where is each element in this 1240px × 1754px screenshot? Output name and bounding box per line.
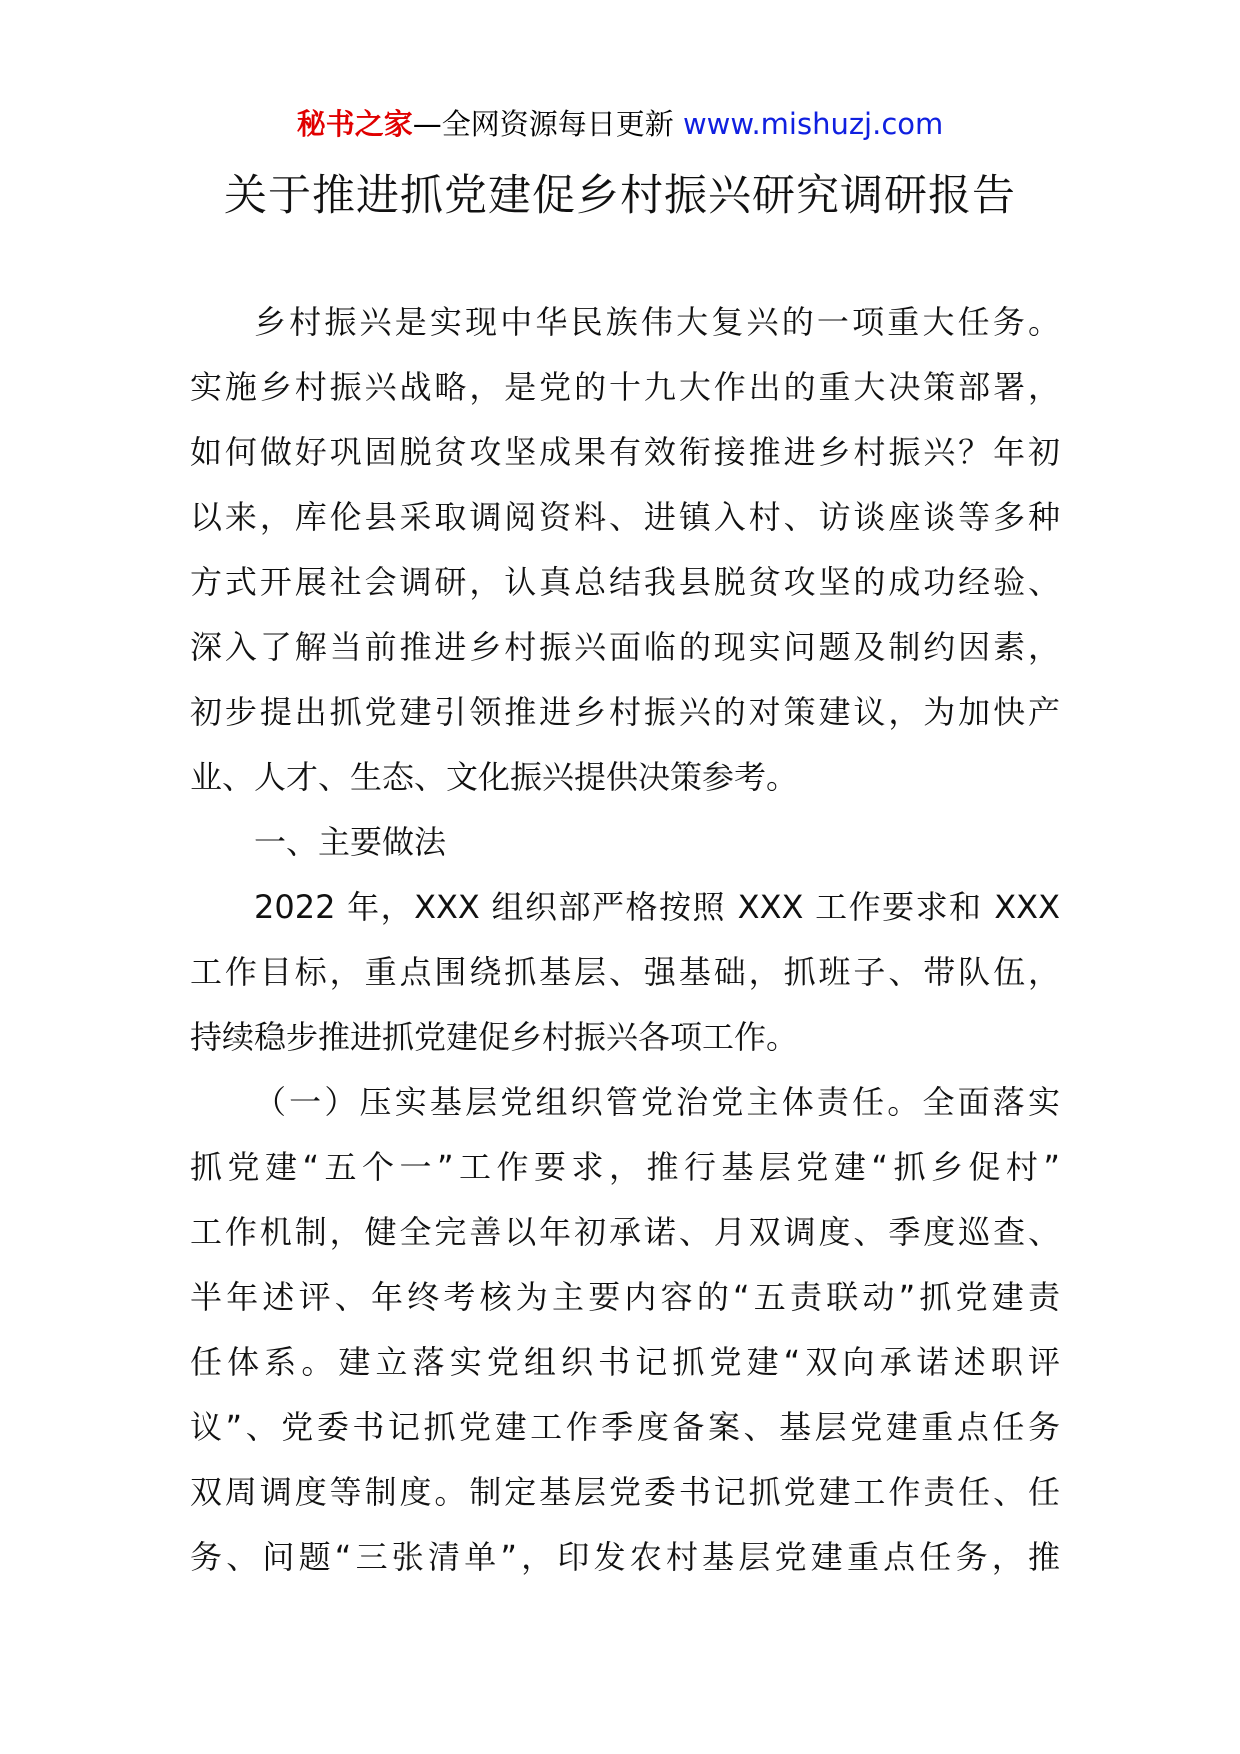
text-line: 议”、党委书记抓党建工作季度备案、基层党建重点任务 [190,1408,1060,1446]
text-line: 半年述评、年终考核为主要内容的“五责联动”抓党建责 [190,1278,1060,1316]
document-body [190,290,1060,1590]
site-brand: 秘书之家 [296,107,413,141]
document-title: 关于推进抓党建促乡村振兴研究调研报告 [224,171,1016,221]
text-line: 务、问题“三张清单”，印发农村基层党建重点任务，推 [190,1538,1060,1576]
site-tagline: —全网资源每日更新 [412,107,674,141]
site-header [0,104,1240,144]
text-line: 业、人才、生态、文化振兴提供决策参考。 [190,758,799,796]
text-line: 工作机制，健全完善以年初承诺、月双调度、季度巡查、 [190,1213,1060,1251]
text-line: 乡村振兴是实现中华民族伟大复兴的一项重大任务。 [254,303,1060,341]
site-url-link[interactable]: www.mishuzj.com [682,107,944,141]
text-line: 任体系。建立落实党组织书记抓党建“双向承诺述职评 [190,1343,1060,1381]
text-line: 方式开展社会调研，认真总结我县脱贫攻坚的成功经验、 [190,563,1060,601]
text-line: 实施乡村振兴战略，是党的十九大作出的重大决策部署， [190,368,1060,406]
text-line: 抓党建“五个一”工作要求，推行基层党建“抓乡促村” [190,1148,1060,1186]
text-line: 初步提出抓党建引领推进乡村振兴的对策建议，为加快产 [190,693,1060,731]
text-line: 以来，库伦县采取调阅资料、进镇入村、访谈座谈等多种 [190,498,1060,536]
text-line: 持续稳步推进抓党建促乡村振兴各项工作。 [190,1018,799,1056]
text-line: （一）压实基层党组织管党治党主体责任。全面落实 [254,1083,1060,1121]
text-line: 深入了解当前推进乡村振兴面临的现实问题及制约因素， [190,628,1060,666]
text-line: 双周调度等制度。制定基层党委书记抓党建工作责任、任 [190,1473,1060,1511]
text-line: 工作目标，重点围绕抓基层、强基础，抓班子、带队伍， [190,953,1060,991]
section-heading: 一、主要做法 [254,823,447,861]
text-line: 如何做好巩固脱贫攻坚成果有效衔接推进乡村振兴？年初 [190,433,1060,471]
text-line: 2022 年，XXX 组织部严格按照 XXX 工作要求和 XXX [254,888,1060,926]
